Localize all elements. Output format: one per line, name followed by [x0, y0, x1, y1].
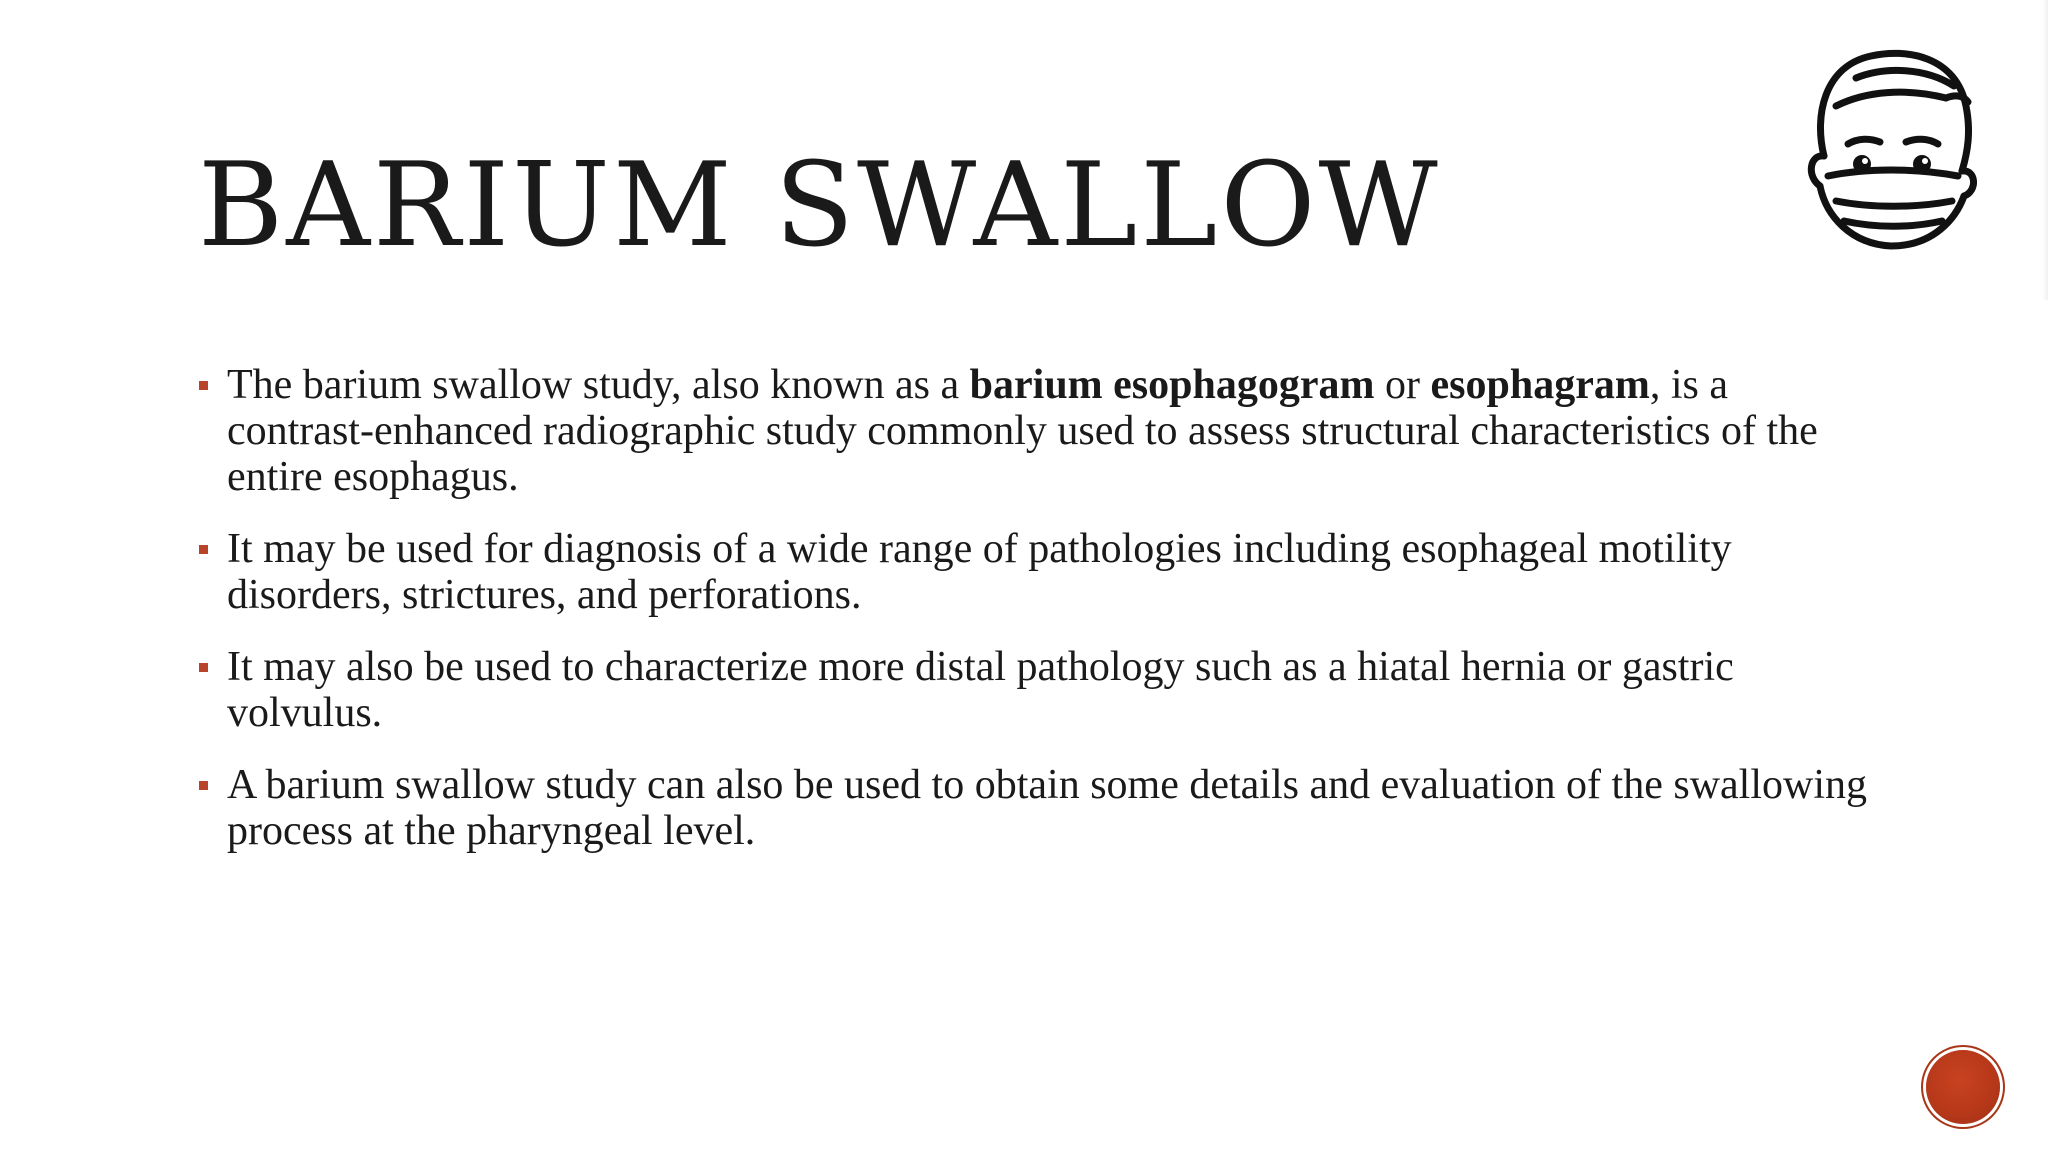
bullet-marker-icon — [199, 381, 208, 390]
bullet-text: A barium swallow study can also be used to obtain some details and evaluation of the swallowing process at the pharyngeal level. — [227, 762, 1868, 854]
bullet-item — [196, 762, 1876, 854]
bullet-item — [196, 362, 1876, 500]
bullet-text: It may also be used to characterize more distal pathology such as a hiatal hernia or gastric volvulus. — [227, 644, 1734, 736]
masked-face-icon — [1796, 36, 1986, 276]
bullet-item — [196, 526, 1876, 618]
bold-term: barium esophagogram — [969, 362, 1375, 408]
bullet-text: It may be used for diagnosis of a wide range of pathologies including esophageal motility disorders, strictures, and perforations. — [227, 526, 1732, 618]
bullet-marker-icon — [199, 545, 208, 554]
bold-term: esophagram — [1430, 362, 1650, 408]
bullet-list — [196, 362, 1876, 880]
next-slide-button[interactable] — [1926, 1050, 2000, 1124]
bullet-marker-icon — [199, 781, 208, 790]
edge-shadow — [2042, 0, 2048, 300]
bullet-item — [196, 644, 1876, 736]
bullet-text: The barium swallow study, also known as a barium esophagogram or esophagram, is a contrast-enhanced radiographic study commonly used to assess structural characteristics of the entire esophagus. — [227, 362, 1818, 500]
slide-title: BARIUM SWALLOW — [198, 138, 1441, 273]
bullet-marker-icon — [199, 663, 208, 672]
